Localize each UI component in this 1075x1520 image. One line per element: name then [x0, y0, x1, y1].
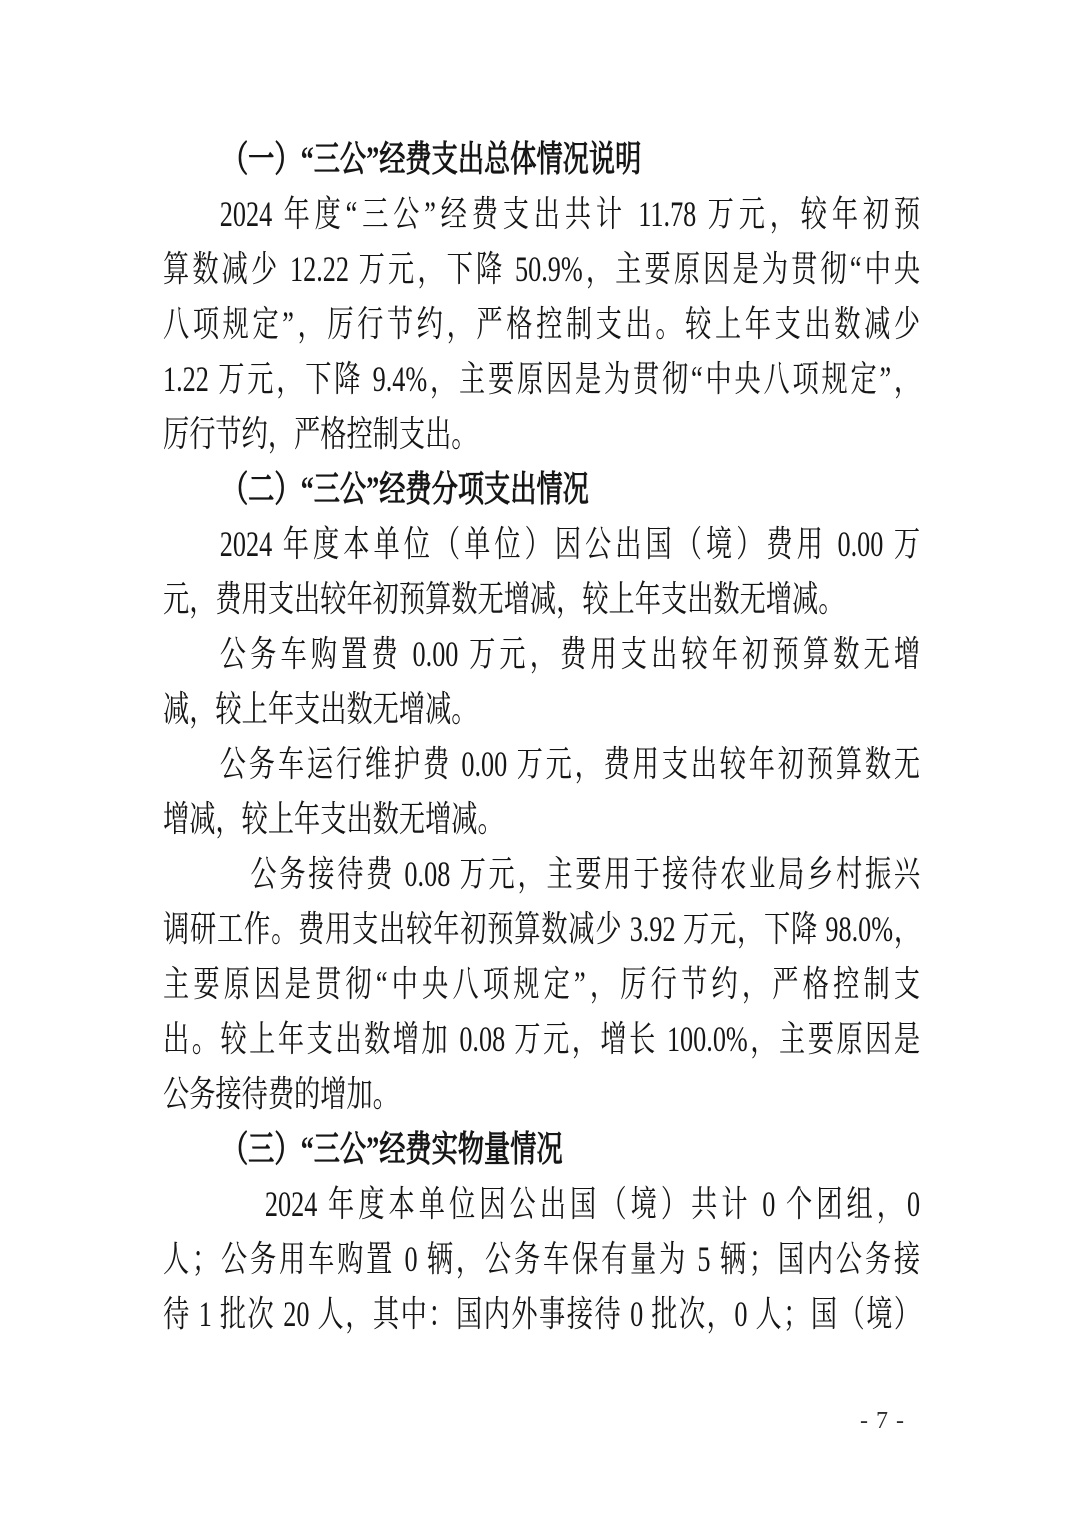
paragraph-line: 减，较上年支出数无增减。 — [163, 689, 478, 729]
section-heading-3: （三）“三公”经费实物量情况 — [221, 1129, 563, 1169]
paragraph-line: 待 1 批次 20 人，其中：国内外事接待 0 批次，0 人；国（境） — [163, 1294, 921, 1334]
paragraph-line: 出。较上年支出数增加 0.08 万元，增长 100.0%，主要原因是 — [163, 1019, 921, 1059]
paragraph-line: 算数减少 12.22 万元，下降 50.9%，主要原因是为贯彻“中央 — [163, 249, 921, 289]
paragraph-line: 人；公务用车购置 0 辆，公务车保有量为 5 辆；国内公务接 — [163, 1239, 921, 1279]
paragraph-line: 2024 年度本单位因公出国（境）共计 0 个团组，0 — [264, 1184, 921, 1224]
paragraph-line: 八项规定”，厉行节约，严格控制支出。较上年支出数减少 — [163, 304, 921, 344]
paragraph-line: 调研工作。费用支出较年初预算数减少 3.92 万元，下降 98.0%， — [163, 909, 921, 949]
document-body — [163, 132, 920, 1342]
paragraph-line: 公务接待费 0.08 万元，主要用于接待农业局乡村振兴 — [250, 854, 921, 894]
paragraph-line: 公务车购置费 0.00 万元，费用支出较年初预算数无增 — [219, 634, 921, 674]
paragraph-line: 公务车运行维护费 0.00 万元，费用支出较年初预算数无 — [219, 744, 921, 784]
section-heading-2: （二）“三公”经费分项支出情况 — [221, 469, 589, 509]
paragraph-line: 1.22 万元，下降 9.4%，主要原因是为贯彻“中央八项规定”， — [163, 359, 921, 399]
page-number: - 7 - — [860, 1408, 905, 1434]
paragraph-line: 主要原因是贯彻“中央八项规定”，厉行节约，严格控制支 — [163, 964, 921, 1004]
paragraph-line: 2024 年度本单位（单位）因公出国（境）费用 0.00 万 — [219, 524, 921, 564]
paragraph-line: 2024 年度“三公”经费支出共计 11.78 万元，较年初预 — [219, 194, 921, 234]
paragraph-line: 公务接待费的增加。 — [163, 1074, 399, 1114]
section-heading-1: （一）“三公”经费支出总体情况说明 — [221, 139, 642, 179]
paragraph-line: 厉行节约，严格控制支出。 — [163, 414, 478, 454]
paragraph-line: 元，费用支出较年初预算数无增减，较上年支出数无增减。 — [163, 579, 845, 619]
paragraph-line: 增减，较上年支出数无增减。 — [163, 799, 504, 839]
